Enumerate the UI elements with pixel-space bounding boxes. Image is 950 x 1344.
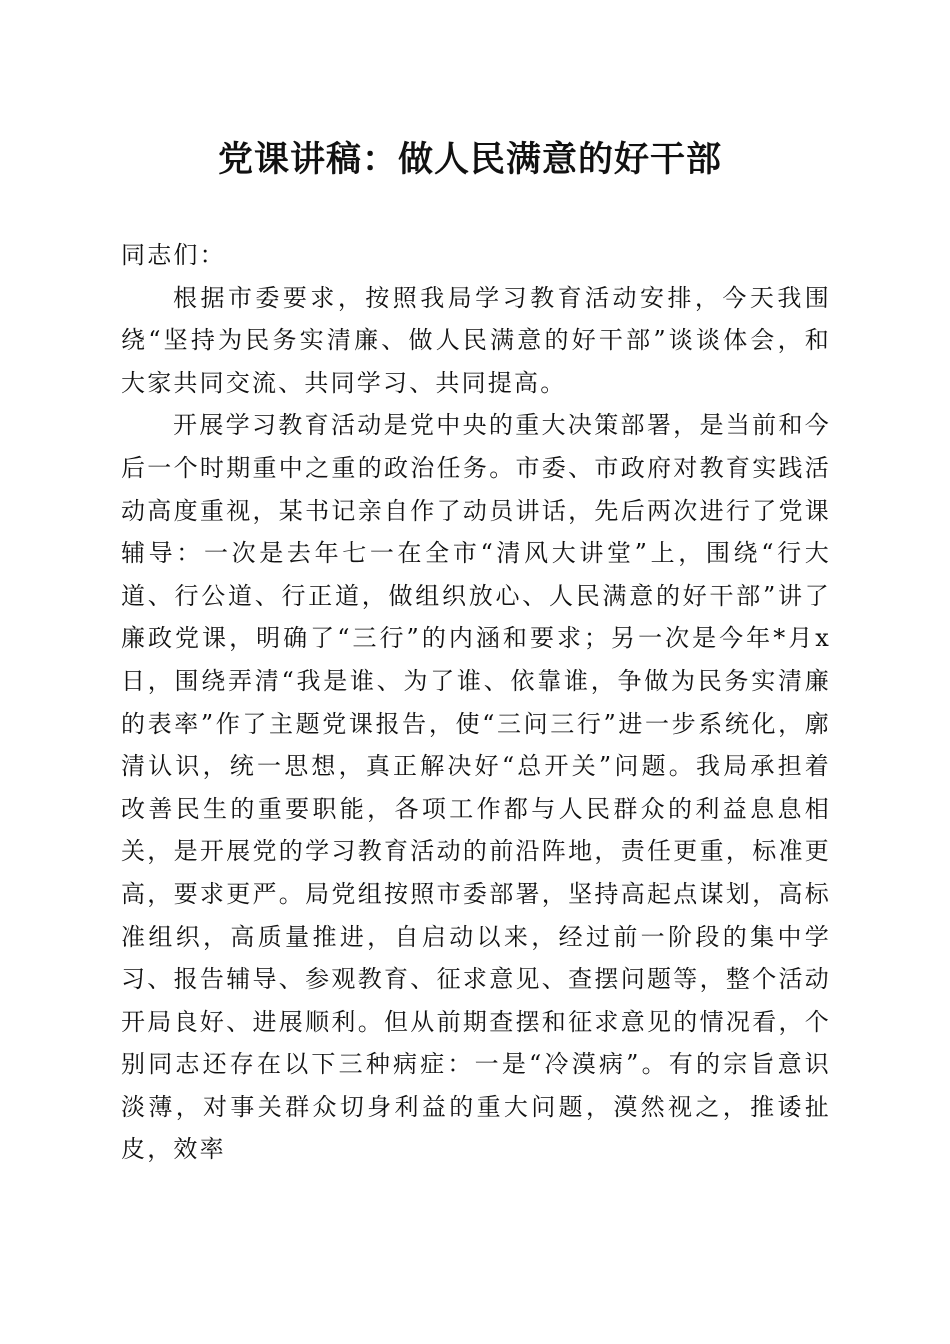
document-title: 党课讲稿：做人民满意的好干部 — [217, 139, 722, 180]
paragraph-1: 根据市委要求，按照我局学习教育活动安排，今天我围绕“坚持为民务实清廉、做人民满意的好干部”谈谈体会，和大家共同交流、共同学习、共同提高。 — [121, 283, 831, 397]
salutation: 同志们： — [121, 241, 226, 269]
paragraph-2: 开展学习教育活动是党中央的重大决策部署，是当前和今后一个时期重中之重的政治任务。市委、市政府对教育实践活动高度重视，某书记亲自作了动员讲话，先后两次进行了党课辅导：一次是去年七一在全市“清风大讲堂”上，围绕“行大道、行公道、行正道，做组织放心、人民满意的好干部”讲了廉政党课，明确了“三行”的内涵和要求；另一次是今年*月x日，围绕弄清“我是谁、为了谁、依靠谁，争做为民务实清廉的表率”作了主题党课报告，使“三问三行”进一步系统化，廓清认识，统一思想，真正解决好“总开关”问题。我局承担着改善民生的重要职能，各项工作都与人民群众的利益息息相关，是开展党的学习教育活动的前沿阵地，责任更重，标准更高，要求更严。局党组按照市委部署，坚持高起点谋划，高标准组织，高质量推进，自启动以来，经过前一阶段的集中学习、报告辅导、参观教育、征求意见、查摆问题等，整个活动开局良好、进展顺利。但从前期查摆和征求意见的情况看，个别同志还存在以下三种病症：一是“冷漠病”。有的宗旨意识淡薄，对事关群众切身利益的重大问题，漠然视之，推诿扯皮，效率 — [121, 411, 831, 1164]
document-body — [121, 234, 831, 1171]
